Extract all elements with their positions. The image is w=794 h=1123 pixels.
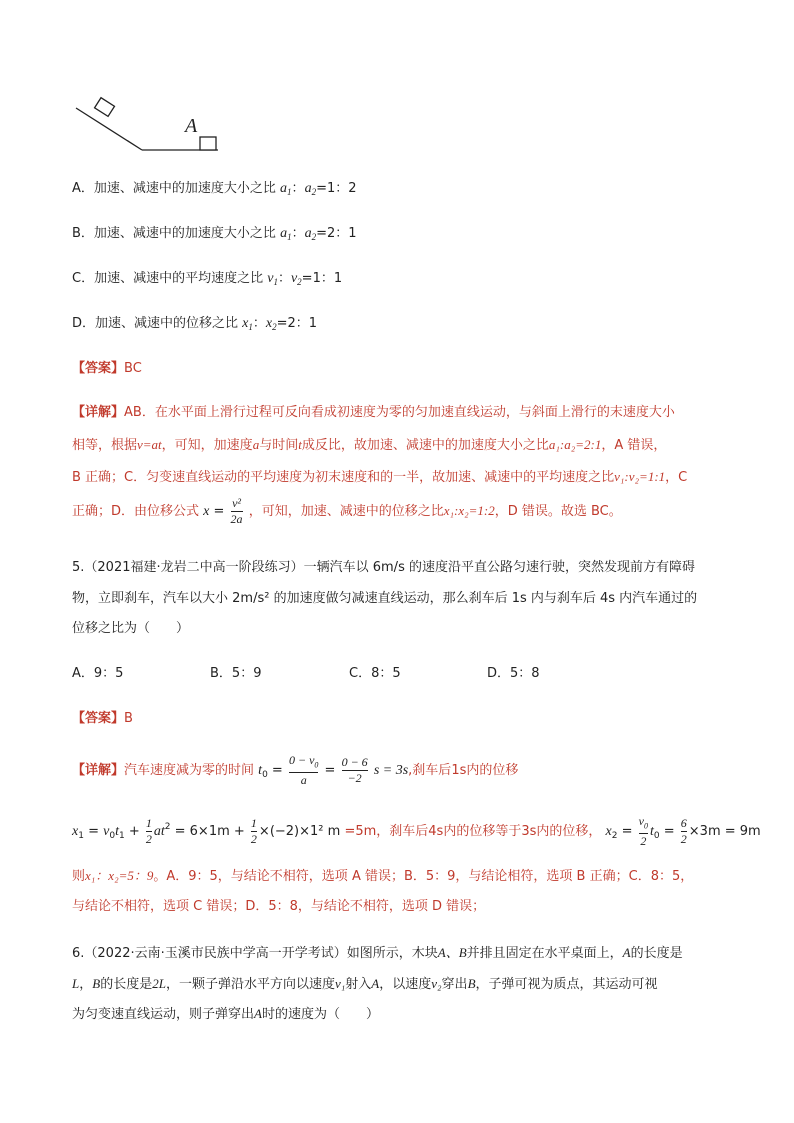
explain-tag: 【详解】 — [72, 405, 125, 420]
q4-explain-line-4 — [72, 496, 622, 527]
explain-text: 成反比，故加速、减速中的加速度大小之比 — [301, 438, 549, 453]
q5-explain-line-2 — [72, 812, 761, 851]
symbol: B — [467, 976, 476, 991]
explain-text: ，可知，加速、减速中的位移之比 — [248, 504, 444, 519]
q6-stem-line-1 — [72, 944, 683, 963]
q5-option-a: A．9：5 — [72, 666, 124, 681]
explain-text: ，A 错误， — [601, 438, 667, 453]
option-text: B．加速、减速中的加速度大小之比 — [72, 226, 276, 241]
symbol: v₂ — [431, 976, 442, 991]
explain-text: 正确；D．由位移公式 — [72, 504, 200, 519]
explain-text: 4s — [428, 824, 444, 839]
explain-text: =5m，刹车后 — [344, 824, 429, 839]
explain-text: 与时间 — [259, 438, 299, 453]
q5-explain-line-4: 与结论不相符，选项 C 错误；D．5：8，与结论不相符，选项 D 错误； — [72, 899, 486, 914]
symbol: v₁ — [334, 976, 346, 991]
sliding-block — [95, 98, 115, 117]
explain-text: AB．在水平面上滑行过程可反向看成初速度为零的匀加速直线运动，与斜面上滑行的末速度大小 — [124, 405, 675, 420]
incline-figure — [70, 92, 230, 156]
formula-result: s = 3s — [373, 763, 409, 779]
symbol: A、B — [437, 945, 467, 960]
q5-stem-line-3: 位移之比为（ ） — [72, 621, 190, 636]
stem-text: ，一颗子弹沿水平方向以速度 — [165, 977, 335, 992]
ratio: x₁:x₂=1:2 — [443, 503, 495, 518]
stem-text: 6.（2022·云南·玉溪市民族中学高一开学考试）如图所示，木块 — [72, 946, 438, 961]
explain-text: ，C — [665, 470, 688, 485]
symbol: A — [254, 1006, 262, 1021]
explain-text: ,刹车后 — [408, 763, 452, 779]
answer-tag: 【答案】 — [72, 361, 125, 376]
option-text: A．加速、减速中的加速度大小之比 — [72, 181, 276, 196]
q4-option-b: B．加速、减速中的加速度大小之比 $a_1$：$a_2=2$：1 — [72, 226, 357, 242]
q5-option-c: C．8：5 — [349, 666, 401, 681]
option-value: =1：1 — [301, 271, 343, 286]
q6-stem-line-2 — [72, 975, 658, 994]
stem-text: 为匀变速直线运动，则子弹穿出 — [72, 1007, 255, 1022]
symbol: 2L — [152, 976, 166, 991]
explain-text: 3s — [521, 824, 537, 839]
explain-text: 相等，根据 — [72, 438, 138, 453]
q5-explain-line-1 — [72, 753, 518, 790]
explain-text: 则 — [72, 869, 86, 884]
q5-option-b: B．5：9 — [210, 666, 262, 681]
symbol: B — [92, 976, 101, 991]
ratio: v₁:v₂=1:1 — [614, 469, 666, 484]
symbol: A — [371, 976, 380, 991]
answer-tag: 【答案】 — [72, 711, 125, 726]
explain-text: 1s — [451, 763, 467, 779]
stem-text: 穿出 — [441, 977, 468, 992]
option-text: D．加速、减速中的位移之比 — [72, 316, 239, 331]
explain-text: B 正确；C．匀变速直线运动的平均速度为初末速度和的一半，故加速、减速中的平均速度之比 — [72, 470, 615, 485]
stem-text: ，以速度 — [379, 977, 432, 992]
block-a-label: A — [185, 115, 198, 137]
q4-option-a: A．加速、减速中的加速度大小之比 $a_1$：$a_2=1$：2 — [72, 181, 357, 197]
q4-explain-line-2 — [72, 436, 666, 455]
q5-stem-line-1: 5.（2021福建·龙岩二中高一阶段练习）一辆汽车以 6m/s 的速度沿平直公路匀速行驶，突然发现前方有障碍 — [72, 560, 695, 575]
stem-text: 的长度是 — [630, 946, 683, 961]
stem-text: ，子弹可视为质点，其运动可视 — [475, 977, 658, 992]
displacement-formula: x = $\frac{\text{v²}}{2a}$ — [203, 496, 243, 526]
explain-tag: 【详解】 — [72, 763, 125, 779]
explain-text: ，可知，加速度 — [161, 438, 253, 453]
symbol: A — [622, 945, 631, 960]
explain-text: 汽车速度减为零的时间 — [124, 763, 255, 779]
option-value: =1：2 — [316, 181, 357, 196]
q4-explain-line-3 — [72, 468, 687, 487]
option-value: =2：1 — [276, 316, 318, 331]
stop-time-formula: $t_0$ = $\frac{0 - v_0}{a}$ = $\frac{0 - 6}{-2}$ — [258, 753, 368, 788]
symbol: a — [252, 437, 260, 452]
ratio: a₁:a₂=2:1 — [548, 437, 602, 452]
block-a — [200, 137, 216, 150]
answer-value: BC — [124, 361, 142, 376]
q5-option-d: D．5：8 — [487, 666, 540, 681]
explain-text: 内的位移， — [536, 824, 602, 839]
q6-stem-line-3 — [72, 1005, 379, 1024]
stem-text: 射入 — [345, 977, 372, 992]
explain-text: 内的位移等于 — [443, 824, 522, 839]
answer-value: B — [124, 711, 133, 726]
symbol: L — [72, 976, 80, 991]
q5-explain-line-3 — [72, 867, 693, 886]
q4-answer — [72, 360, 142, 378]
q4-option-c: C．加速、减速中的平均速度之比 $v_1$：$v_2=1$：1 — [72, 271, 343, 287]
symbol: t — [298, 437, 302, 452]
ratio: x₁：x₂=5：9 — [85, 868, 154, 883]
q5-stem-line-2: 物，立即刹车，汽车以大小 2m/s² 的加速度做匀减速直线运动，那么刹车后 1s 内与刹车后 4s 内汽车通过的 — [72, 591, 698, 606]
q4-explain-line-1 — [72, 404, 675, 422]
explain-text: ，D 错误。故选 BC。 — [494, 504, 622, 519]
stem-text: ， — [79, 977, 93, 992]
option-value: =2：1 — [316, 226, 357, 241]
q4-option-d: D．加速、减速中的位移之比 $x_1$：$x_2=2$：1 — [72, 316, 318, 332]
explain-text: 内的位移 — [466, 763, 519, 779]
option-text: C．加速、减速中的平均速度之比 — [72, 271, 264, 286]
displacement-4s-formula: $x_2$ = $\frac{v_0}{2}$ $t_0$ = $\frac{6}{2}$ ×3m = 9m — [605, 813, 761, 849]
stem-text: 的长度是 — [100, 977, 153, 992]
stem-text: 时的速度为（ ） — [261, 1007, 379, 1022]
stem-text: 并排且固定在水平桌面上， — [466, 946, 623, 961]
explain-text: 。A．9：5，与结论不相符，选项 A 错误；B．5：9，与结论相符，选项 B 正确；C．8：5， — [153, 869, 694, 884]
displacement-1s-formula: $x_1 = v_0t_1$ + $\frac{1}{2}$ $at^2 = 6\times 1m$ + $\frac{1}{2}$ ×(−2)×1² m — [72, 816, 345, 846]
q5-answer — [72, 710, 133, 728]
formula: v=at — [137, 437, 162, 452]
